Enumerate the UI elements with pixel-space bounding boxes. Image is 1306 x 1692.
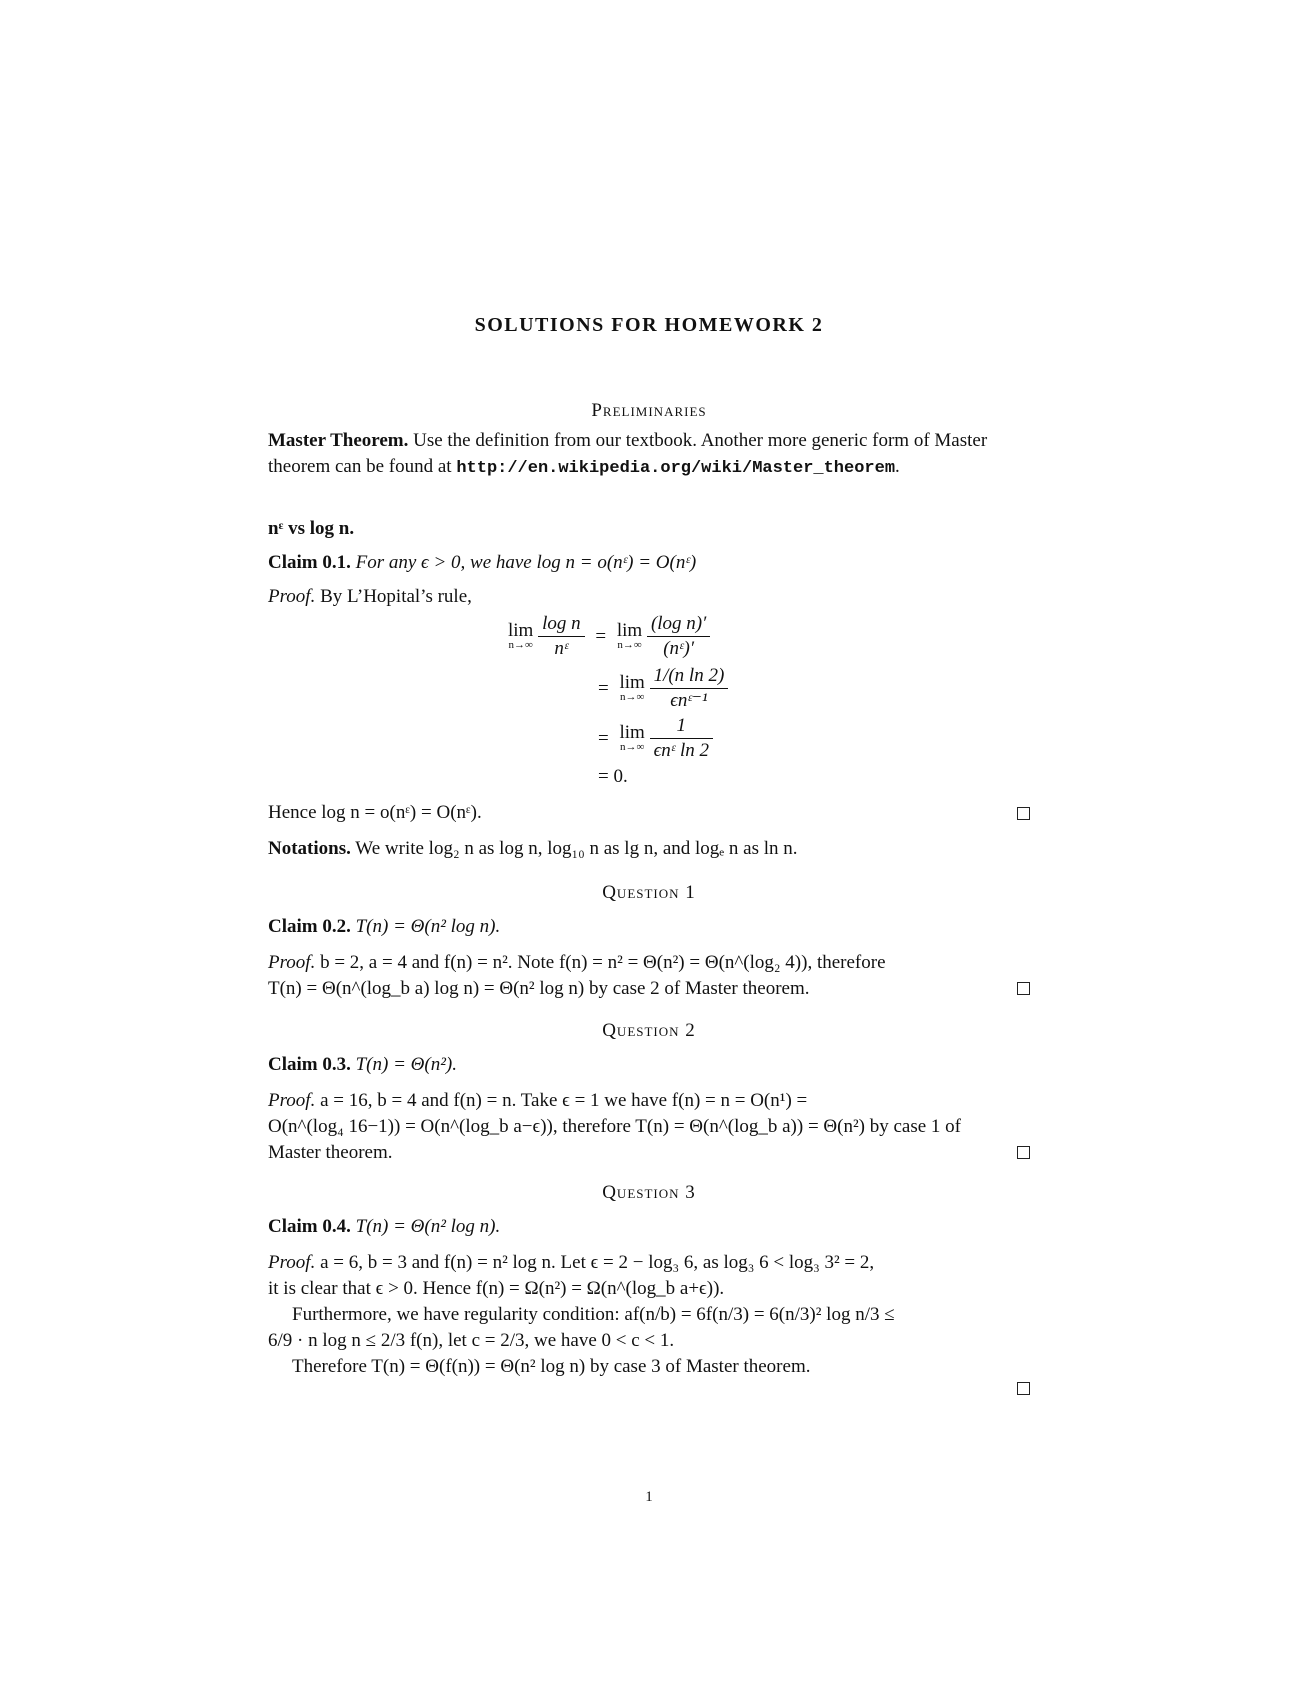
claim-0-2: Claim 0.2. T(n) = Θ(n² log n).: [268, 916, 501, 937]
fraction: $\frac{1}{\text{ϵnᵋ ln 2}}$: [650, 714, 713, 763]
vs-heading: nᵋ vs log n.: [268, 518, 355, 539]
fraction: $\frac{\text{1/(n ln 2)}}{\text{ϵnᵋ⁻¹}}$: [650, 664, 729, 713]
qed-square: [1017, 982, 1030, 995]
qed-square: [1017, 1146, 1030, 1159]
limit-operator: lim n→∞: [619, 671, 645, 703]
section-heading-question-2: Question 2: [602, 1020, 696, 1041]
limit-operator: lim n→∞: [619, 721, 645, 753]
section-heading-question-3: Question 3: [602, 1182, 696, 1203]
claim-text: For any ϵ > 0, we have log n = o(nᵋ) = O(nᵋ): [355, 552, 697, 573]
proof-question-2: Proof. a = 16, b = 4 and f(n) = n. Take ϵ = 1 we have f(n) = n = O(n¹) = O(n^(log₄ 16−1)) = O(n^(log_b a−ϵ)), therefore T(n) = Θ(n^(log_b a)) = Θ(n²) by case 1 of Master theorem.: [268, 1088, 1030, 1166]
proof-label: Proof.: [268, 586, 316, 607]
fraction: $\frac{\text{log n}}{\text{nᵋ}}$: [538, 612, 585, 661]
proof-question-3: Proof. a = 6, b = 3 and f(n) = n² log n. Let ϵ = 2 − log₃ 6, as log₃ 6 < log₃ 3² = 2, it is clear that ϵ > 0. Hence f(n) = Ω(n²) = Ω(n^(log_b a+ϵ)). Furthermore, we have regularity condition: af(n/b) = 6f(n/3) = 6(n/3)² log n/3 ≤ 6/9 · n log n ≤ 2/3 f(n), let c = 2/3, we have 0 < c < 1. Therefore T(n) = Θ(f(n)) = Θ(n² log n) by case 3 of Master theorem.: [268, 1250, 1030, 1380]
claim-0-4: Claim 0.4. T(n) = Θ(n² log n).: [268, 1216, 501, 1237]
claim-label: Claim 0.1.: [268, 552, 351, 573]
equation-row-2: = lim n→∞ $\frac{\text{1/(n ln 2)}}{\text{ϵnᵋ⁻¹}}$: [598, 664, 728, 713]
limit-operator: lim n→∞: [616, 619, 643, 651]
claim-0-1: [268, 550, 1030, 576]
claim-0-3: Claim 0.3. T(n) = Θ(n²).: [268, 1054, 457, 1075]
proof-question-1: Proof. b = 2, a = 4 and f(n) = n². Note f(n) = n² = Θ(n²) = Θ(n^(log₂ 4)), therefore T(n) = Θ(n^(log_b a) log n) = Θ(n² log n) by case 2 of Master theorem.: [268, 950, 1030, 1002]
proof-text: By L’Hopital’s rule,: [320, 586, 472, 607]
notations-label: Notations.: [268, 838, 351, 859]
qed-square: [1017, 807, 1030, 820]
page-number: 1: [645, 1489, 653, 1505]
section-heading-preliminaries: Preliminaries: [591, 400, 707, 421]
master-theorem-text: Use the definition from our textbook. Another more generic form of Master theorem can be found at: [268, 430, 988, 477]
equation-row-4: = 0.: [598, 766, 628, 787]
equation-row-1: lim n→∞ $\frac{\text{log n}}{\text{nᵋ}}$ = lim n→∞ $\frac{\text{(log n)′}}{\text{(nᵋ)′}}$: [508, 612, 710, 661]
hence-line: Hence log n = o(nᵋ) = O(nᵋ).: [268, 800, 1030, 826]
equation-row-3: = lim n→∞ $\frac{1}{\text{ϵnᵋ ln 2}}$: [598, 714, 713, 763]
notations-paragraph: [268, 836, 1030, 862]
master-theorem-paragraph: Master Theorem. Use the definition from our textbook. Another more generic form of Master theorem can be found at http://en.wikipedia.org/wiki/Master_theorem.: [268, 430, 988, 478]
lhopital-equation: [268, 612, 1030, 792]
wikipedia-link[interactable]: http://en.wikipedia.org/wiki/Master_theorem: [456, 459, 896, 478]
limit-operator: lim n→∞: [508, 619, 534, 651]
proof-0-1-intro: [268, 584, 1030, 610]
page-title: SOLUTIONS FOR HOMEWORK 2: [474, 314, 824, 336]
master-theorem-label: Master Theorem.: [268, 430, 409, 451]
qed-square: [1017, 1382, 1030, 1395]
fraction: $\frac{\text{(log n)′}}{\text{(nᵋ)′}}$: [647, 612, 710, 661]
section-heading-question-1: Question 1: [602, 882, 696, 903]
notations-text: We write log₂ n as log n, log₁₀ n as lg n, and logₑ n as ln n.: [355, 838, 798, 859]
